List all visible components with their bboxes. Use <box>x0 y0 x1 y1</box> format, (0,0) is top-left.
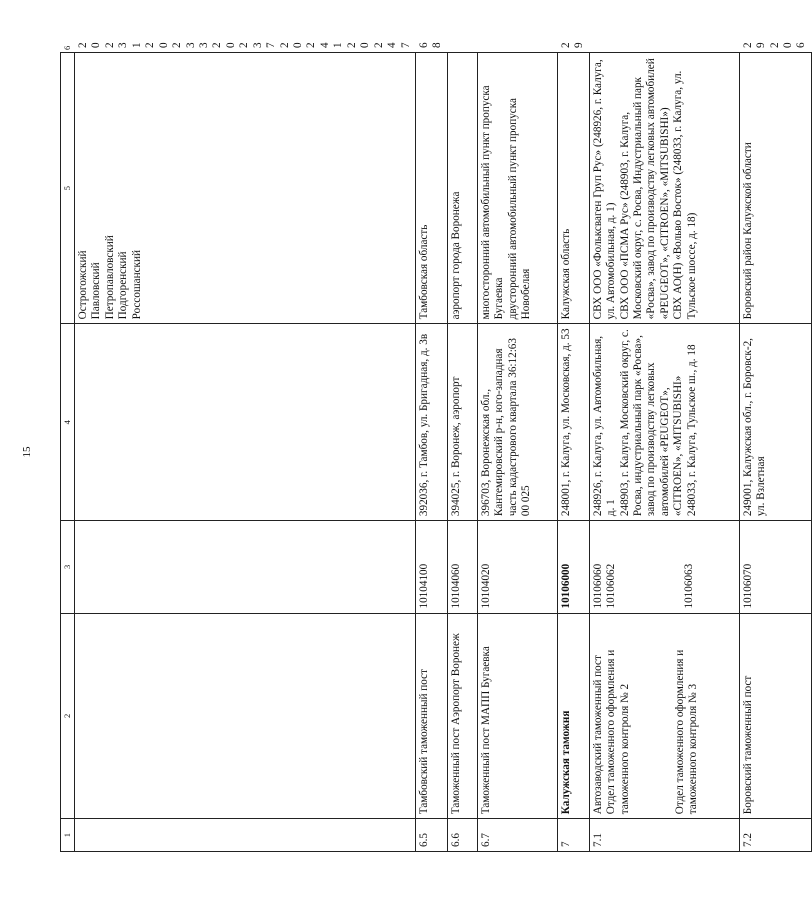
table-row: 7.2 Боровский таможенный пост 10106070 249001, Калужская обл., г. Боровск-2, ул. Взлетная Боровский район Калужской области 29 206 <box>739 53 811 852</box>
region-of-activity: многосторонний автомобильный пункт пропуска Бугаевка двусторонний автомобильный пункт пропуска Новобелая <box>477 53 557 324</box>
column-number: 2 <box>61 613 75 819</box>
row-number <box>75 819 416 852</box>
rotated-table-container <box>60 42 808 852</box>
region-of-activity: Тамбовская область <box>415 53 447 324</box>
post-code: 10106000 <box>557 521 589 613</box>
post-code-department-3: 10106063 <box>682 563 695 609</box>
column-number: 5 <box>61 53 75 324</box>
region-main: СВХ ООО «Фольксваген Груп Рус» (248926, г. Калуга, ул. Автомобильная, д. 1) <box>591 59 618 320</box>
post-address: 248001, г. Калуга, ул. Московская, д. 53 <box>557 324 589 521</box>
post-name-main: Автозаводский таможенный пост <box>591 655 604 815</box>
table-row <box>447 53 477 852</box>
row-number: 6.6 <box>447 819 477 852</box>
row-number: 7.2 <box>739 819 811 852</box>
post-address: 249001, Калужская обл., г. Боровск-2, ул. Взлетная <box>739 324 811 521</box>
page-number: 15 <box>21 446 33 458</box>
post-address-department-2: 248903, г. Калуга, Московский округ, с. Росва, индустриальный парк «Росва», завод по производству легковых автомобилей «PEUGEOT», «CITROEN», «MITSUBISHI» <box>618 329 685 517</box>
table-row: 6.5 Тамбовский таможенный пост 10104100 392036, г. Тамбов, ул. Бригадная, д. 3в Тамбовская область 68 <box>415 53 447 852</box>
post-code-main: 10106060 <box>591 563 604 609</box>
post-code: 10104060 <box>447 521 477 613</box>
post-address <box>589 324 739 521</box>
post-code <box>75 521 416 613</box>
region-of-activity: Калужская область <box>557 53 589 324</box>
post-address <box>75 324 416 521</box>
post-code: 10106070 <box>739 521 811 613</box>
post-name-department-3: Отдел таможенного оформления и таможенного контроля № 3 <box>674 649 700 815</box>
region-of-activity: Острогожский Павловский Петропавловский Подгоренский Россошанский <box>75 53 416 324</box>
post-code <box>589 521 739 613</box>
post-name: Боровский таможенный пост <box>739 613 811 819</box>
column-number: 4 <box>61 324 75 521</box>
row-number: 6.7 <box>477 819 557 852</box>
region-of-activity: Боровский район Калужской области <box>739 53 811 324</box>
post-address-department-3: 248033, г. Калуга, Тульское ш., д. 18 <box>685 344 698 517</box>
region-of-activity <box>589 53 739 324</box>
region-department-3: СВХ АО(Н) «Вольво Восток» (248033, г. Калуга, ул. Тульское шоссе, д. 18) <box>672 70 698 320</box>
post-name: Тамбовский таможенный пост <box>415 613 447 819</box>
post-address: 394025, г. Воронеж, аэропорт <box>447 324 477 521</box>
post-name <box>589 613 739 819</box>
column-number: 1 <box>61 819 75 852</box>
region-of-activity: аэропорт города Воронежа <box>447 53 477 324</box>
post-name: Таможенный пост МАПП Бугаевка <box>477 613 557 819</box>
table-row: Острогожский Павловский Петропавловский Подгоренский Россошанский 20 231 20 233 20 237 20 241 20 247 <box>75 53 416 852</box>
row-number: 6.5 <box>415 819 447 852</box>
customs-posts-table <box>60 42 812 852</box>
post-code-department-2: 10106062 <box>605 563 618 609</box>
table-row <box>477 53 557 852</box>
post-code: 10104020 <box>477 521 557 613</box>
post-address: 392036, г. Тамбов, ул. Бригадная, д. 3в <box>415 324 447 521</box>
row-number: 7 <box>557 819 589 852</box>
post-address: 396703, Воронежская обл., Кантемировский р-н, юго-западная часть кадастрового квартала 36:12:63 00 025 <box>477 324 557 521</box>
post-name <box>75 613 416 819</box>
column-number-row: 1 2 3 4 5 6 <box>61 53 75 852</box>
column-number: 3 <box>61 521 75 613</box>
table-row <box>589 53 739 852</box>
post-name: Таможенный пост Аэропорт Воронеж <box>447 613 477 819</box>
table-row: 7 Калужская таможня 10106000 248001, г. Калуга, ул. Московская, д. 53 Калужская область 29 <box>557 53 589 852</box>
post-address-main: 248926, г. Калуга, ул. Автомобильная, д. 1 <box>591 335 618 517</box>
row-number: 7.1 <box>589 819 739 852</box>
post-name-department-2: Отдел таможенного оформления и таможенного контроля № 2 <box>605 649 631 815</box>
post-name: Калужская таможня <box>557 613 589 819</box>
region-department-2: СВХ ООО «ПСМА Рус» (248903, г. Калуга, Московский округ, с. Росва, Индустриальный парк «Росва», завод по производству легковых автомобилей «PEUGEOT», «CITROEN», «MITSUBISHI») <box>618 58 671 320</box>
post-code: 10104100 <box>415 521 447 613</box>
